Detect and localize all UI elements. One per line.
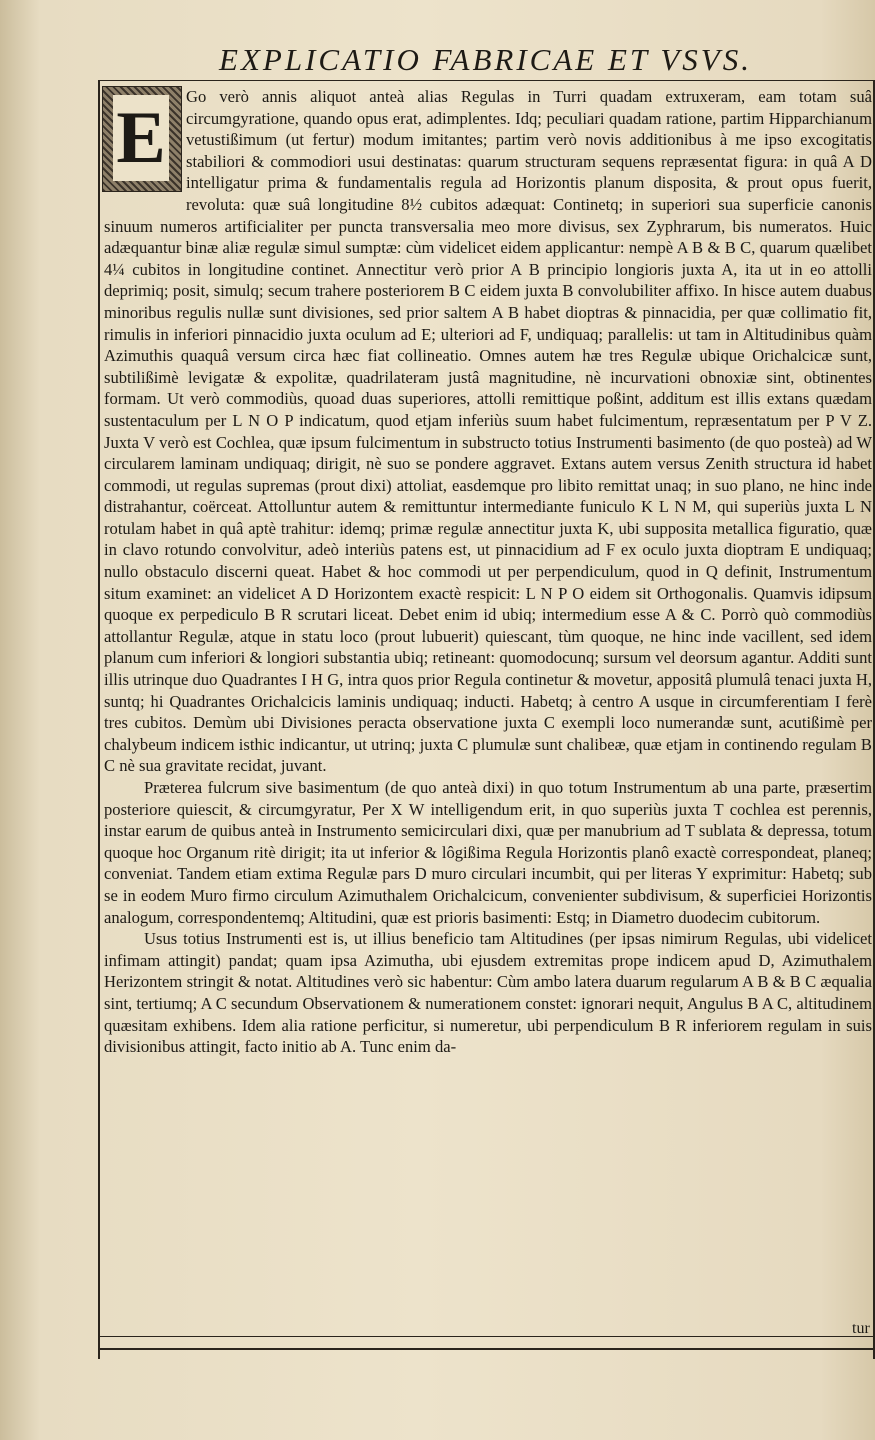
- bottom-rule: [98, 1336, 873, 1337]
- body-text: [104, 86, 872, 1058]
- catchword: tur: [852, 1320, 870, 1337]
- bottom-rule-double: [98, 1348, 873, 1350]
- initial-letter: E: [113, 95, 169, 181]
- paragraph-2: Præterea fulcrum sive basimentum (de quo anteà dixi) in quo totum Instrumentum ab una parte, præsertim posteriore quiescit, & circumgyratur, Per X W intelligendum erit, in quo superiùs juxta T cochlea est perennis, instar earum de quibus anteà in Instrumento semicirculari dixi, quæ per manubrium ad T sublata & depressa, totum quoque hoc Organum ritè dirigit; ita ut inferior & lôgißima Regula Horizontis planô exactè correspondeat, planeq; conveniat. Tandem etiam extima Regulæ pars D muro circulari incumbit, qui per literas Y exprimitur: Habetq; sub se in eodem Muro firmo circulum Azimuthalem Orichalcicum, convenienter subdivisum, & superficiei Horizontis analogum, correspondentemq; Altitudini, quæ est prioris basimenti: Estq; in Diametro duodecim cubitorum.: [104, 778, 872, 927]
- initial-spacer: [104, 86, 186, 194]
- running-header: EXPLICATIO FABRICAE ET VSVS.: [219, 42, 752, 77]
- paragraph-1: Go verò annis aliquot anteà alias Regulas in Turri quadam extruxeram, eam totam suâ circumgyratione, quando opus erat, adimplentes. Idq; peculiari quadam ratione, partim Hipparchianum vetustißimum (ut fertur) modum imitantes; partim verò novis additionibus à me ipso excogitatis stabiliori & commodiori usui destinatas: quarum structuram sequens repræsentat figura: in quâ A D intelligatur prima & fundamentalis regula ad Horizontis planum disposita, & prout opus fuerit, revoluta: quæ suâ longitudine 8½ cubitos adæquat: Continetq; in superiori sua superficie canonis sinuum numeros artificialiter per puncta transversalia meo more divisus, sex Zyphrarum, bis numeratos. Huic adæquantur binæ aliæ regulæ simul sumptæ: cùm videlicet eidem applicantur: nempè A B & B C, quarum quælibet 4¼ cubitos in longitudine continet. Annectitur verò prior A B principio longioris juxta A, ita ut in eo attolli deprimiq; posit, simulq; secum trahere posteriorem B C eidem juxta B convolubiliter affixo. In hisce autem duabus minoribus regulis nullæ sunt divisiones, sed prior saltem A B habet dioptras & pinnacidia, per quæ collimatio fit, rimulis in inferiori pinnacidio juxta oculum ad E; ulteriori ad F, undiquaq; parallelis: ut tam in Altitudinibus quàm Azimuthis quaquâ versum circa hæc fiat collineatio. Omnes autem hæ tres Regulæ ubique Orichalcicæ sunt, subtilißimè levigatæ & expolitæ, quadrilateram justâ magnitudine, nè incurvationi obnoxiæ sint, obtinentes formam. Ut verò commodiùs, quoad duas superiores, attolli remittique poßint, additum est illis extans quædam sustentaculum per L N O P indicatum, quod etjam inferiùs suum habet fulcimentum, repræsentatum per P V Z. Juxta V verò est Cochlea, quæ ipsum fulcimentum in substructo totius Instrumenti basimento (de quo posteà) ad W circularem laminam undiquaq; dirigit, nè suo se pondere aggravet. Extans autem versus Zenith structura id habet commodi, ut regulas supremas (prout dixi) attoliat, easdemque pro libito remittat unaq; in suo plano, ne hinc inde distrahantur, coërceat. Attolluntur autem & remittuntur intermediante funiculo K L N M, qui superiùs juxta L N rotulam habet in quâ aptè trahitur: idemq; primæ regulæ annectitur juxta K, ubi supposita metallica figuratio, quæ in clavo rotundo convolvitur, adeò interiùs patens est, ut pinnacidium ad F ex oculo juxta dioptram E undiquaq; nullo obstaculo discerni queat. Habet & hoc commodi ut per perpendiculum, quod in Q definit, Instrumentum situm examinet: an videlicet A D Horizontem exactè respicit: L N P O eidem sit Orthogonalis. Quamvis idipsum quoque ex perpediculo B R scrutari liceat. Debet enim id ubiq; intermedium esse A & C. Porrò quò commodiùs attollantur Regulæ, atque in statu loco (prout lubuerit) quiescant, tùm quoque, ne hinc inde vacillent, sed idem planum cum inferiori & longiori substantia ubiq; retineant: quomodocunq; sursum vel deorsum agantur. Additi sunt illis utrinque duo Quadrantes I H G, intra quos prior Regula continetur & movetur, appositâ plumulâ tenaci juxta H, suntq; hi Quadrantes Orichalcicis laminis undiquaq; inducti. Habetq; à centro A usque in circumferentiam I ferè tres cubitos. Demùm ubi Divisiones peracta observatione juxta C exempli loco numerandæ sunt, acutißimè per chalybeum indicem isthic indicantur, ut utrinq; juxta C plumulæ sunt chalibeæ, quæ etjam in continendo regulam B C nè sua gravitate recidat, juvant.: [104, 87, 872, 776]
- paragraph-3: Usus totius Instrumenti est is, ut illius beneficio tam Altitudines (per ipsas nimirum Regulas, ubi videlicet infimam attingit) pandat; quam ipsa Azimutha, ubi ejusdem extremitas prope indicem apud D, Azimuthalem Herizontem stringit & notat. Altitudines verò sic habentur: Cùm ambo latera duarum regularum A B & B C æqualia sint, tertiumq; A C secundum Observationem & numerationem constet: ignorari nequit, Angulus B A C, altitudinem quæsitam exhibens. Idem alia ratione perficitur, si numeretur, ubi perpendiculum B R inferiorem regulam in suis divisionibus attingit, facto initio ab A. Tunc enim da-: [104, 929, 872, 1057]
